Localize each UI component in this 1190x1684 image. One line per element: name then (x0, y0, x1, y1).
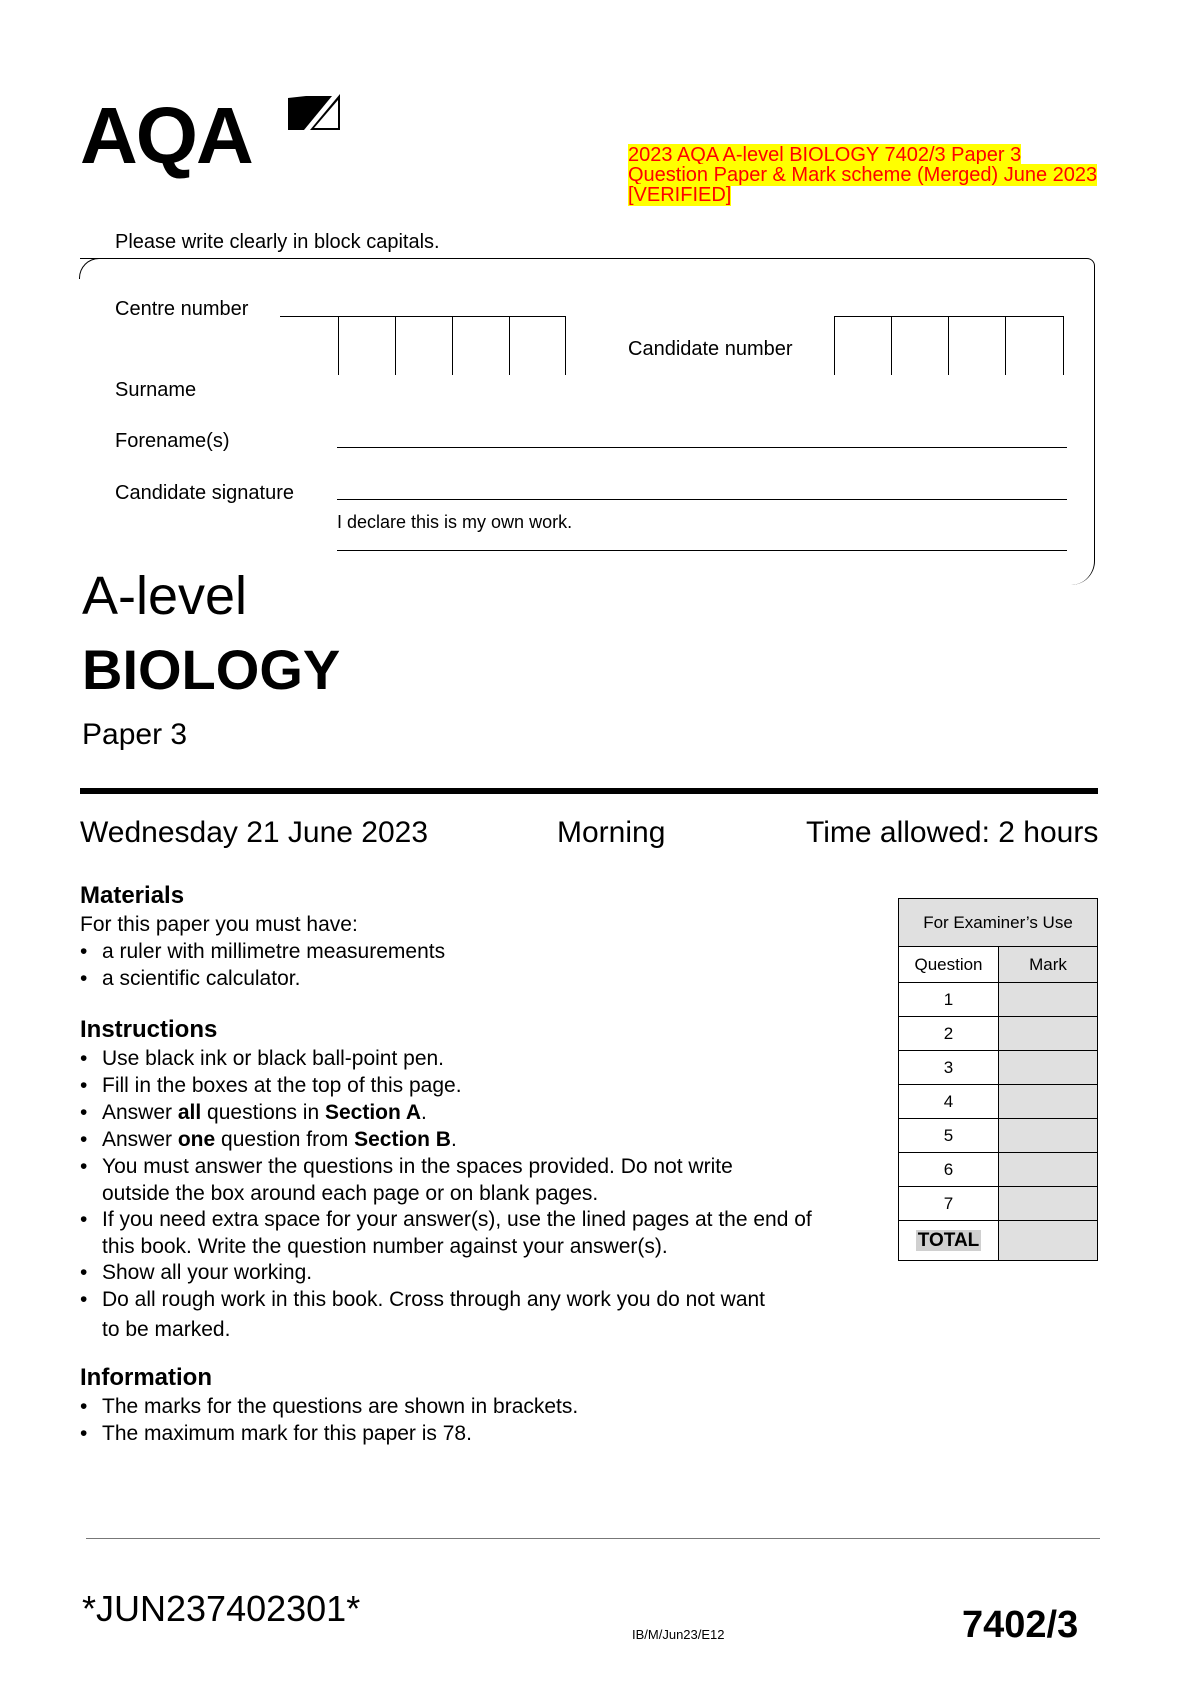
mark-cell (999, 1153, 1098, 1187)
centre-number-boxes[interactable] (338, 316, 566, 375)
materials-intro: For this paper you must have: (80, 913, 358, 936)
block-capitals-instruction: Please write clearly in block capitals. (115, 231, 440, 253)
question-col-header: Question (899, 947, 999, 983)
instructions-heading: Instructions (80, 1016, 218, 1043)
table-title: For Examiner’s Use (899, 899, 1098, 947)
centre-number-leader (280, 316, 338, 317)
question-number: 1 (899, 983, 999, 1017)
instruction-item: • If you need extra space for your answer(s), use the lined pages at the end of this book. Write the question number against your answer(s). (80, 1208, 812, 1258)
barcode-text: *JUN237402301* (82, 1588, 361, 1629)
centre-number-label: Centre number (115, 298, 249, 320)
exam-session: Morning (557, 816, 666, 849)
time-allowed: Time allowed: 2 hours (806, 816, 1099, 849)
signature-label: Candidate signature (115, 482, 295, 504)
reference-code: IB/M/Jun23/E12 (632, 1627, 725, 1642)
question-number: 5 (899, 1119, 999, 1153)
information-heading: Information (80, 1364, 212, 1391)
examiners-use-table (898, 898, 1098, 1261)
question-number: 6 (899, 1153, 999, 1187)
mark-col-header: Mark (999, 947, 1098, 983)
total-mark-cell (999, 1221, 1098, 1261)
declaration-text: I declare this is my own work. (337, 512, 573, 532)
aqa-logo-mark-icon (286, 90, 342, 146)
mark-cell (999, 1051, 1098, 1085)
question-number: 2 (899, 1017, 999, 1051)
subject-title: BIOLOGY (82, 638, 341, 701)
paper-number: Paper 3 (82, 718, 188, 751)
mark-cell (999, 983, 1098, 1017)
mark-cell (999, 1017, 1098, 1051)
materials-heading: Materials (80, 882, 185, 909)
mark-cell (999, 1187, 1098, 1221)
total-label: TOTAL (917, 1229, 980, 1251)
qualification-level: A-level (82, 566, 248, 626)
question-number: 7 (899, 1187, 999, 1221)
declaration-line (337, 550, 1067, 551)
aqa-logo (80, 90, 342, 182)
question-number: 3 (899, 1051, 999, 1085)
mark-cell (999, 1119, 1098, 1153)
exam-date: Wednesday 21 June 2023 (80, 816, 429, 849)
forenames-label: Forename(s) (115, 430, 230, 452)
watermark-banner (628, 145, 1098, 205)
question-number: 4 (899, 1085, 999, 1119)
surname-label: Surname (115, 379, 197, 401)
watermark-text: 2023 AQA A-level BIOLOGY 7402/3 Paper 3 Question Paper & Mark scheme (Merged) June 2023 [VERIFIED] (628, 144, 1098, 206)
candidate-number-label: Candidate number (628, 338, 793, 360)
forenames-field[interactable] (337, 447, 1067, 448)
footer-rule (86, 1538, 1100, 1539)
candidate-number-boxes[interactable] (834, 316, 1064, 375)
instruction-item: • Do all rough work in this book. Cross through any work you do not want to be marked. (80, 1288, 766, 1341)
signature-field[interactable] (337, 499, 1067, 500)
mark-cell (999, 1085, 1098, 1119)
paper-code: 7402/3 (962, 1604, 1079, 1646)
instruction-item: • You must answer the questions in the spaces provided. Do not write outside the box around each page or on blank pages. (80, 1155, 733, 1205)
title-rule (80, 788, 1098, 794)
logo-text: AQA (80, 91, 252, 180)
